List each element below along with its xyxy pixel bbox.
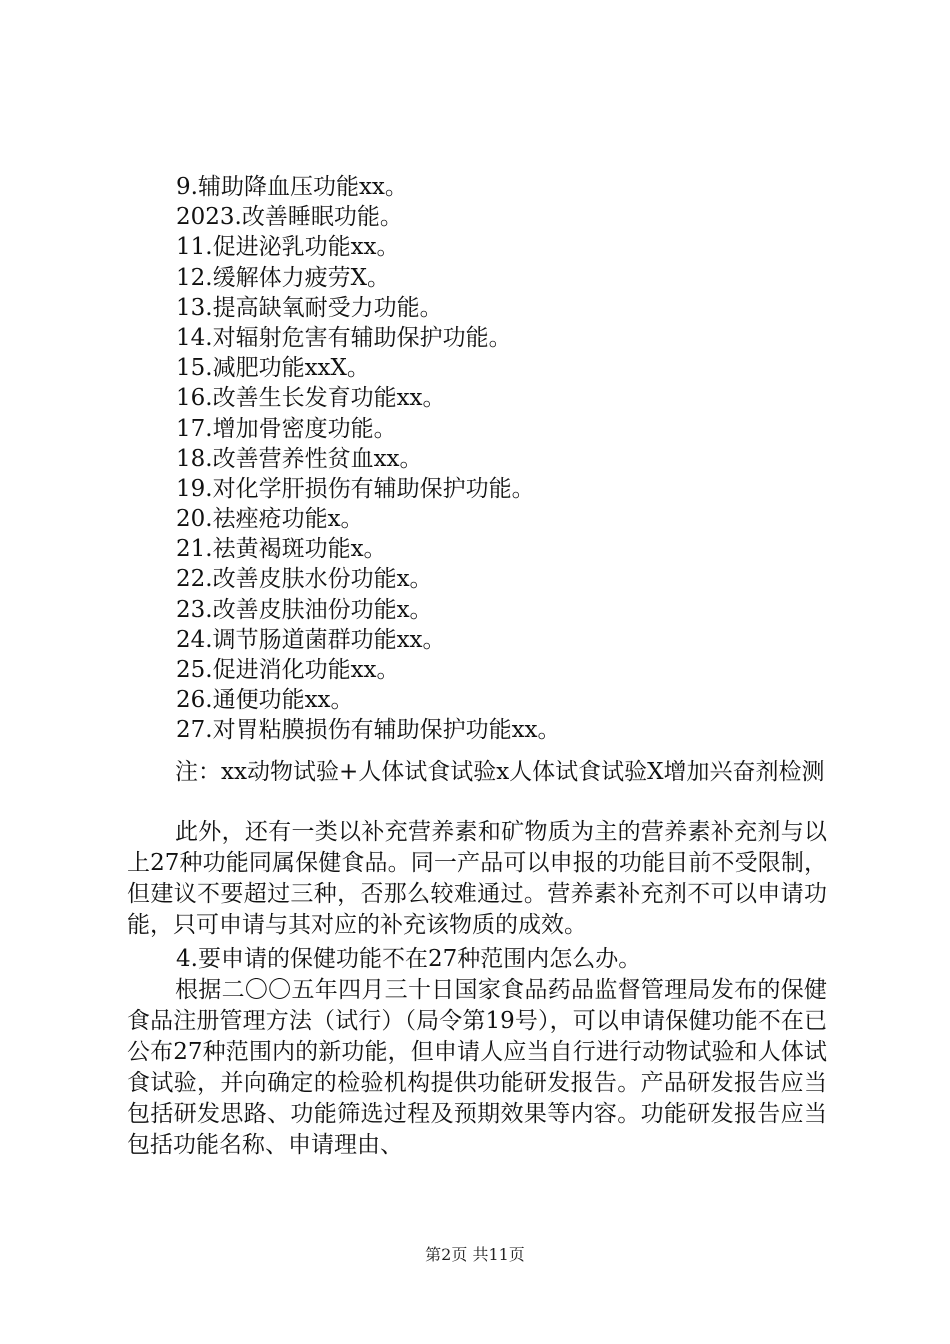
list-item: 19.对化学肝损伤有辅助保护功能。 [176,475,535,502]
list-item: 25.促进消化功能xx。 [176,657,400,683]
note-paragraph: 注：xx动物试验+人体试食试验x人体试食试验X增加兴奋剂检测 [175,759,825,785]
list-item: 22.改善皮肤水份功能x。 [176,566,433,593]
list-item: 15.减肥功能xxX。 [176,355,370,382]
list-item: 17.增加骨密度功能。 [176,415,397,442]
list-item: 14.对辐射危害有辅助保护功能。 [176,324,512,351]
list-item: 2023.改善睡眠功能。 [176,204,403,231]
list-item: 24.调节肠道菌群功能xx。 [176,626,446,653]
list-item: 20.祛痤疮功能x。 [176,506,364,533]
page-footer: 第2页 共11页 [425,1245,525,1264]
list-item: 9.辅助降血压功能xx。 [176,174,408,200]
list-item: 27.对胃粘膜损伤有辅助保护功能xx。 [176,717,561,744]
list-item: 21.祛黄褐斑功能x。 [176,536,387,563]
function-list [176,172,561,746]
answer-paragraph: 根据二〇〇五年四月三十日国家食品药品监督管理局发布的保健食品注册管理方法（试行）（局令第19号），可以申请保健功能不在已公布27种范围内的新功能，但申请人应当自行进行动物试验和人体试食试验，并向确定的检验机构提供功能研发报告。产品研发报告应当包括研发思路、功能筛选过程及预期效果等内容。功能研发报告应当包括功能名称、申请理由、 [127,977,827,1158]
section-heading: 4.要申请的保健功能不在27种范围内怎么办。 [176,946,642,972]
supplement-paragraph: 此外，还有一类以补充营养素和矿物质为主的营养素补充剂与以上27种功能同属保健食品。同一产品可以申报的功能目前不受限制，但建议不要超过三种，否那么较难通过。营养素补充剂不可以申请功能，只可申请与其对应的补充该物质的成效。 [127,819,827,938]
list-item: 26.通便功能xx。 [176,687,354,714]
list-item: 12.缓解体力疲劳X。 [176,264,390,291]
list-item: 11.促进泌乳功能xx。 [176,234,400,261]
list-item: 23.改善皮肤油份功能x。 [176,596,433,623]
list-item: 13.提高缺氧耐受力功能。 [176,294,443,321]
list-item: 18.改善营养性贫血xx。 [176,445,423,472]
list-item: 16.改善生长发育功能xx。 [176,385,446,412]
